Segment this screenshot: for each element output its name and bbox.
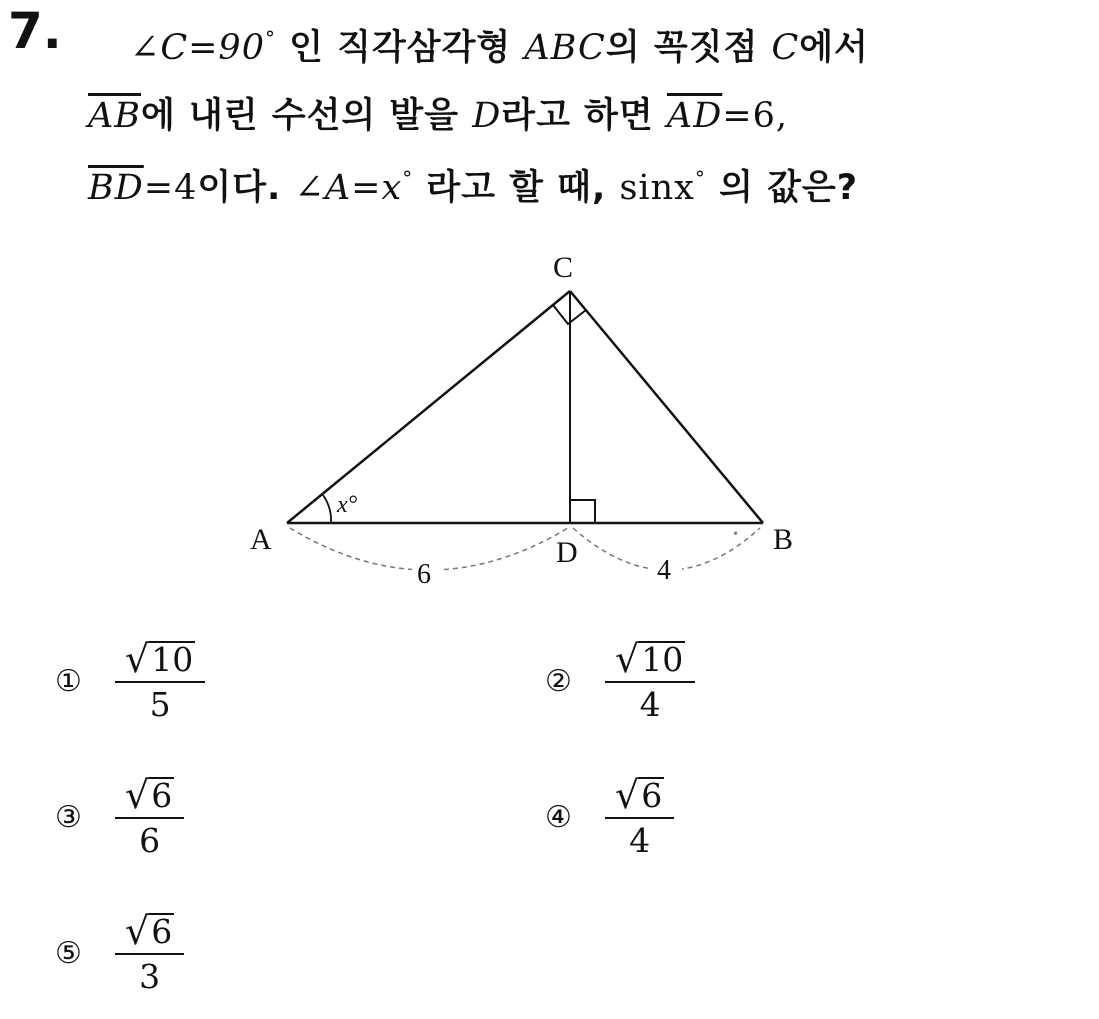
ad-value: =6, xyxy=(722,96,788,136)
question-text: 라고 할 때, xyxy=(413,168,620,208)
svg-text:•: • xyxy=(732,527,740,541)
sqrt-icon: √ xyxy=(125,773,150,817)
choice-number: ④ xyxy=(545,800,572,836)
question-text: 의 값은? xyxy=(705,168,859,208)
choice-4[interactable] xyxy=(545,773,674,860)
degree-symbol: ° xyxy=(264,26,276,50)
label-c: C xyxy=(553,251,574,284)
choice-number: ③ xyxy=(55,800,82,836)
point-d: D xyxy=(472,96,502,136)
fraction xyxy=(115,637,205,724)
angle-arc-a xyxy=(323,495,331,523)
side-ac xyxy=(287,291,570,523)
degree-symbol: ° xyxy=(402,166,414,190)
choice-1[interactable] xyxy=(55,637,205,724)
triangle-abc: ABC xyxy=(524,28,606,68)
choice-3[interactable] xyxy=(55,773,184,860)
segment-ab: $\overline{AB}$ xyxy=(88,96,141,136)
sqrt-icon: √ xyxy=(615,637,640,681)
denominator: 6 xyxy=(139,821,161,860)
choice-number: ② xyxy=(545,664,572,700)
length-ad: 6 xyxy=(417,559,431,590)
radicand: 10 xyxy=(151,640,194,680)
fraction xyxy=(115,909,184,996)
radicand: 10 xyxy=(641,640,684,680)
fraction xyxy=(115,773,184,860)
label-d: D xyxy=(556,536,578,569)
question-number: 7. xyxy=(8,2,62,60)
segment-ad: $\overline{AD}$ xyxy=(666,96,723,136)
radicand: 6 xyxy=(641,776,663,816)
choice-number: ⑤ xyxy=(55,936,82,972)
question-text: 라고 하면 xyxy=(501,96,667,136)
angle-label-x: x° xyxy=(337,492,358,518)
choice-2[interactable] xyxy=(545,637,695,724)
denominator: 5 xyxy=(149,685,171,724)
question-text: 이다. xyxy=(197,168,295,208)
choice-number: ① xyxy=(55,664,82,700)
question-text: 의 꼭짓점 xyxy=(605,28,772,68)
length-db: 4 xyxy=(657,555,671,586)
label-b: B xyxy=(773,523,794,556)
angle-c-expression: ∠C=90 xyxy=(130,28,265,68)
segment-bd: $\overline{BD}$ xyxy=(88,168,144,208)
question-text: 에서 xyxy=(799,28,869,68)
radicand: 6 xyxy=(151,912,173,952)
choice-5[interactable] xyxy=(55,909,184,996)
question-text: 인 직각삼각형 xyxy=(275,28,525,68)
denominator: 4 xyxy=(639,685,661,724)
fraction xyxy=(605,637,695,724)
sin-expression: sinx xyxy=(619,168,695,208)
vertex-c: C xyxy=(771,28,800,68)
fraction xyxy=(605,773,674,860)
angle-a-expression: ∠A=x xyxy=(294,168,403,208)
denominator: 4 xyxy=(629,821,651,860)
radicand: 6 xyxy=(151,776,173,816)
sqrt-icon: √ xyxy=(125,637,150,681)
sqrt-icon: √ xyxy=(125,909,150,953)
question-text: 에 내린 수선의 발을 xyxy=(141,96,473,136)
label-a: A xyxy=(250,523,272,556)
right-angle-mark-d xyxy=(570,500,595,523)
denominator: 3 xyxy=(139,957,161,996)
sqrt-icon: √ xyxy=(615,773,640,817)
bd-value: =4 xyxy=(143,168,198,208)
side-cb xyxy=(570,291,763,523)
degree-symbol: ° xyxy=(694,166,706,190)
